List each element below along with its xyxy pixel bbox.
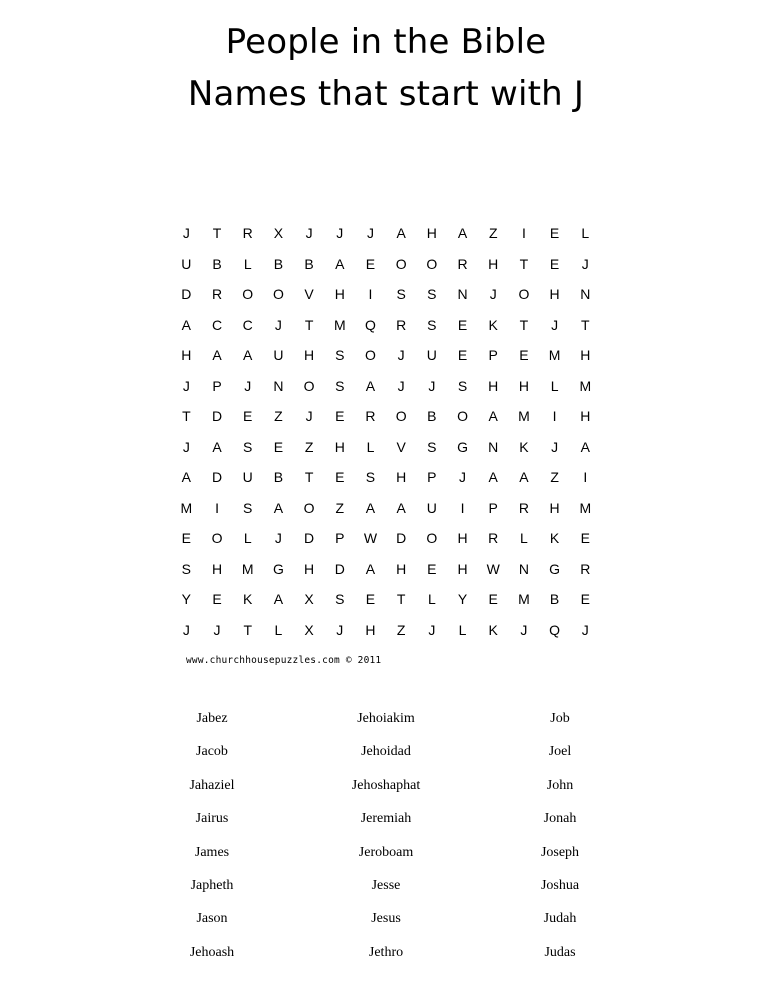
grid-letter: E	[549, 225, 560, 242]
grid-letter: T	[396, 591, 406, 608]
grid-letter: E	[580, 530, 590, 547]
grid-letter: G	[457, 438, 468, 455]
grid-letter: J	[428, 621, 436, 638]
grid-letter: W	[363, 530, 378, 547]
word-list-item: Jehoash	[189, 944, 235, 960]
grid-letter: I	[368, 286, 373, 303]
grid-letter: L	[581, 225, 590, 242]
grid-letter: C	[211, 316, 223, 333]
grid-letter: S	[243, 438, 253, 455]
grid-letter: S	[181, 560, 192, 577]
word-list-item: Jehoidad	[361, 744, 411, 760]
word-list-item: Joshua	[540, 877, 580, 893]
grid-letter: O	[303, 377, 315, 394]
grid-letter: U	[242, 469, 253, 486]
grid-letter: M	[518, 408, 530, 425]
grid-letter: Z	[396, 621, 406, 638]
grid-letter: J	[581, 255, 589, 272]
grid-letter: O	[395, 255, 407, 272]
word-list-column-2	[286, 706, 486, 973]
grid-letter: B	[212, 255, 222, 272]
word-list-item: Jairus	[195, 811, 229, 827]
grid-letter: G	[272, 560, 284, 577]
word-list-item: Joel	[548, 744, 572, 760]
grid-letter: S	[396, 286, 406, 303]
grid-letter: H	[211, 560, 223, 577]
grid-letter: O	[272, 286, 284, 303]
grid-letter: S	[427, 438, 437, 455]
grid-letter: U	[426, 499, 437, 516]
word-list-column-3	[460, 706, 660, 973]
grid-letter: J	[182, 621, 190, 638]
grid-letter: T	[243, 621, 252, 638]
grid-letter: J	[397, 377, 405, 394]
grid-letter: H	[334, 438, 345, 455]
grid-letter: A	[457, 225, 468, 242]
grid-letter: E	[427, 560, 437, 577]
grid-letter: A	[181, 469, 192, 486]
grid-letter: U	[426, 347, 437, 364]
grid-letter: J	[305, 225, 313, 242]
grid-letter: E	[335, 408, 345, 425]
grid-letter: M	[518, 591, 530, 608]
grid-letter: H	[396, 469, 407, 486]
grid-letter: A	[519, 469, 529, 486]
grid-letter: B	[304, 255, 314, 272]
grid-letter: H	[426, 225, 437, 242]
grid-letter: O	[426, 530, 438, 547]
grid-letter: P	[335, 530, 345, 547]
grid-letter: S	[243, 499, 253, 516]
grid-letter: K	[488, 316, 498, 333]
grid-letter: H	[304, 560, 315, 577]
grid-letter: H	[488, 377, 499, 394]
grid-letter: V	[304, 286, 314, 303]
grid-letter: J	[397, 347, 405, 364]
grid-letter: J	[428, 377, 436, 394]
word-list-item: Jacob	[196, 744, 228, 760]
grid-letter: O	[426, 255, 438, 272]
grid-letter: A	[488, 469, 498, 486]
word-list-item: Jason	[196, 911, 228, 927]
grid-letter: A	[488, 408, 498, 425]
grid-letter: J	[520, 621, 528, 638]
grid-letter: Y	[181, 591, 192, 608]
grid-letter: E	[273, 438, 284, 455]
grid-letter: S	[457, 377, 468, 394]
grid-letter: P	[427, 469, 437, 486]
grid-letter: Q	[549, 621, 561, 638]
grid-letter: L	[458, 621, 467, 638]
grid-letter: O	[242, 286, 254, 303]
grid-letter: O	[457, 408, 468, 425]
grid-letter: H	[549, 286, 560, 303]
grid-letter: D	[211, 469, 223, 486]
grid-letter: B	[549, 591, 560, 608]
grid-letter: K	[488, 621, 498, 638]
grid-letter: I	[215, 499, 219, 516]
grid-letter: R	[518, 499, 529, 516]
grid-letter: J	[366, 225, 374, 242]
word-list-item: Jesus	[371, 911, 401, 927]
grid-letter: R	[580, 560, 591, 577]
word-list-item: Jesse	[371, 877, 401, 893]
grid-letter: H	[580, 408, 591, 425]
grid-letter: N	[457, 286, 468, 303]
grid-letter: E	[457, 347, 468, 364]
copyright-notice: www.churchhousepuzzles.com © 2011	[186, 655, 382, 666]
grid-letter: J	[182, 225, 190, 242]
grid-letter: V	[396, 438, 406, 455]
word-list-column-1	[112, 706, 312, 973]
grid-letter: I	[552, 408, 557, 425]
grid-letter: H	[304, 347, 315, 364]
grid-letter: A	[212, 438, 222, 455]
grid-letter: U	[273, 347, 284, 364]
grid-letter: T	[581, 316, 590, 333]
grid-letter: R	[211, 286, 223, 303]
word-list-item: Judah	[543, 911, 577, 927]
grid-letter: L	[243, 255, 252, 272]
grid-letter: I	[583, 469, 588, 486]
grid-letter: H	[457, 530, 468, 547]
grid-letter: Y	[457, 591, 468, 608]
grid-letter: E	[365, 591, 376, 608]
grid-letter: M	[548, 347, 561, 364]
grid-letter: L	[366, 438, 375, 455]
grid-letter: Q	[365, 316, 376, 333]
grid-letter: P	[212, 377, 222, 394]
grid-letter: C	[242, 316, 253, 333]
grid-letter: O	[395, 408, 407, 425]
grid-letter: J	[305, 408, 313, 425]
grid-letter: J	[336, 621, 344, 638]
word-list-item: Jehoiakim	[357, 711, 415, 726]
grid-letter: D	[304, 530, 315, 547]
grid-letter: X	[304, 591, 314, 608]
grid-letter: Z	[304, 438, 314, 455]
grid-letter: E	[365, 255, 376, 272]
grid-letter: J	[581, 621, 589, 638]
grid-letter: Z	[274, 408, 283, 425]
grid-letter: K	[519, 438, 529, 455]
grid-letter: J	[182, 438, 190, 455]
grid-letter: A	[243, 347, 253, 364]
grid-letter: A	[580, 438, 590, 455]
word-list-item: Jethro	[368, 944, 404, 960]
grid-letter: D	[211, 408, 223, 425]
grid-letter: T	[212, 225, 222, 242]
grid-letter: B	[273, 469, 284, 486]
grid-letter: B	[273, 255, 284, 272]
grid-letter: J	[551, 438, 559, 455]
grid-letter: R	[457, 255, 468, 272]
grid-letter: J	[182, 377, 190, 394]
word-list-item: Jabez	[196, 711, 228, 726]
grid-letter: Z	[335, 499, 345, 516]
grid-letter: L	[427, 591, 436, 608]
grid-letter: S	[365, 469, 376, 486]
word-list-item: Jehoshaphat	[351, 777, 421, 793]
page-title-line-1: People in the Bible	[225, 22, 547, 62]
grid-letter: H	[334, 286, 345, 303]
grid-letter: O	[518, 286, 530, 303]
grid-letter: J	[244, 377, 252, 394]
grid-letter: H	[457, 560, 468, 577]
word-list-item: Joseph	[540, 844, 580, 860]
grid-letter: A	[365, 499, 376, 516]
grid-letter: E	[488, 591, 498, 608]
grid-letter: Z	[488, 225, 498, 242]
grid-letter: I	[460, 499, 465, 516]
grid-letter: J	[459, 469, 467, 486]
grid-letter: R	[488, 530, 499, 547]
grid-letter: J	[489, 286, 497, 303]
grid-letter: J	[274, 530, 282, 547]
grid-letter: A	[181, 316, 192, 333]
grid-letter: H	[396, 560, 407, 577]
grid-letter: L	[274, 621, 283, 638]
grid-letter: S	[335, 377, 345, 394]
grid-letter: J	[213, 621, 221, 638]
grid-letter: A	[396, 499, 406, 516]
grid-letter: E	[519, 347, 529, 364]
grid-letter: E	[549, 255, 560, 272]
grid-letter: X	[273, 225, 284, 242]
grid-letter: P	[488, 499, 498, 516]
grid-letter: L	[243, 530, 252, 547]
word-list-item: Jahaziel	[189, 777, 235, 793]
grid-letter: G	[549, 560, 561, 577]
grid-letter: W	[486, 560, 500, 577]
grid-letter: J	[551, 316, 559, 333]
grid-letter: N	[488, 438, 499, 455]
word-list-item: Jonah	[543, 811, 577, 827]
grid-letter: N	[273, 377, 284, 394]
grid-letter: D	[181, 286, 192, 303]
grid-letter: E	[580, 591, 590, 608]
grid-letter: S	[427, 316, 437, 333]
grid-letter: A	[273, 499, 284, 516]
grid-letter: T	[519, 316, 529, 333]
grid-letter: P	[488, 347, 498, 364]
grid-letter: K	[549, 530, 560, 547]
grid-letter: S	[335, 347, 345, 364]
word-list-item: Japheth	[190, 877, 234, 893]
grid-letter: J	[336, 225, 344, 242]
grid-letter: T	[304, 469, 314, 486]
grid-letter: L	[550, 377, 559, 394]
grid-letter: J	[274, 316, 282, 333]
grid-letter: E	[181, 530, 192, 547]
word-list-item: Jeroboam	[358, 844, 414, 860]
grid-letter: H	[181, 347, 192, 364]
grid-letter: B	[427, 408, 437, 425]
grid-letter: M	[241, 560, 254, 577]
grid-letter: M	[579, 377, 592, 394]
grid-letter: N	[580, 286, 591, 303]
word-list-item: Jeremiah	[360, 811, 412, 827]
grid-letter: H	[549, 499, 560, 516]
grid-letter: O	[211, 530, 223, 547]
word-list-item: Judas	[544, 944, 576, 960]
grid-letter: E	[457, 316, 468, 333]
grid-letter: A	[273, 591, 284, 608]
grid-letter: T	[304, 316, 314, 333]
page-title-line-2: Names that start with J	[187, 74, 585, 114]
grid-letter: A	[396, 225, 406, 242]
grid-letter: E	[243, 408, 253, 425]
grid-letter: N	[518, 560, 529, 577]
grid-letter: E	[335, 469, 345, 486]
word-list-item: John	[546, 777, 574, 793]
word-list-item: Job	[550, 711, 570, 726]
grid-letter: O	[365, 347, 376, 364]
grid-letter: R	[242, 225, 253, 242]
grid-letter: A	[365, 560, 376, 577]
grid-letter: L	[520, 530, 528, 547]
word-search-grid	[171, 218, 601, 645]
grid-letter: E	[212, 591, 222, 608]
grid-letter: Z	[550, 469, 559, 486]
grid-letter: A	[365, 377, 376, 394]
grid-letter: R	[365, 408, 376, 425]
grid-letter: O	[303, 499, 315, 516]
grid-letter: H	[365, 621, 376, 638]
grid-letter: S	[427, 286, 437, 303]
grid-letter: T	[519, 255, 529, 272]
grid-letter: M	[579, 499, 592, 516]
grid-letter: H	[580, 347, 591, 364]
grid-letter: M	[333, 316, 346, 333]
grid-letter: U	[181, 255, 192, 272]
grid-letter: D	[334, 560, 345, 577]
grid-letter: A	[335, 255, 345, 272]
grid-letter: K	[243, 591, 253, 608]
grid-letter: S	[335, 591, 345, 608]
grid-letter: T	[182, 408, 191, 425]
grid-letter: H	[518, 377, 529, 394]
grid-letter: H	[488, 255, 499, 272]
grid-letter: I	[521, 225, 526, 242]
grid-letter: D	[396, 530, 407, 547]
grid-letter: R	[396, 316, 407, 333]
grid-letter: M	[180, 499, 193, 516]
word-list-item: James	[194, 844, 230, 860]
grid-letter: A	[212, 347, 222, 364]
grid-letter: X	[304, 621, 314, 638]
